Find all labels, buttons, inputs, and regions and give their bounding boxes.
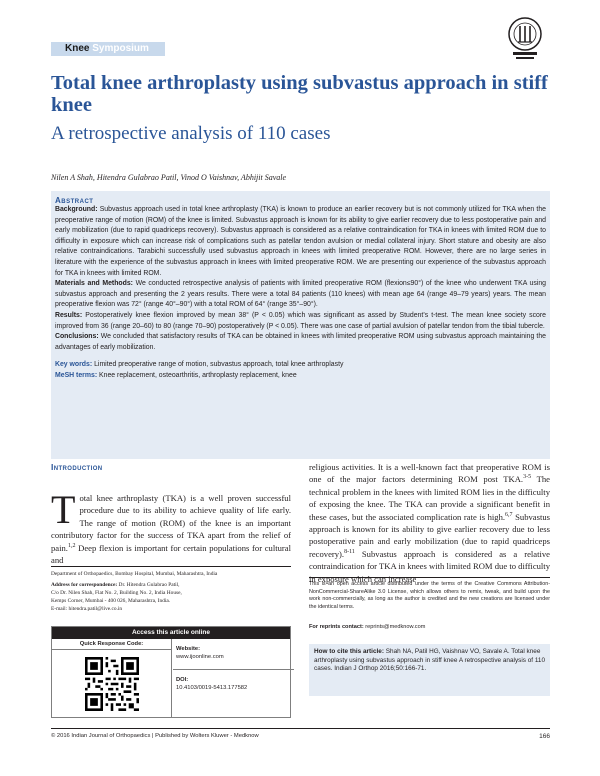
right-divider [309,577,550,578]
citation-sup: 8-11 [344,548,355,555]
abstract-heading: Abstract [55,196,94,205]
conclusions-text: We concluded that satisfactory results of TKA can be obtained in knees with limited preoperative ROM using subvastus approach maintaining the advantages of early mobilization. [55,333,546,351]
access-online-box [51,626,291,718]
correspondence-email: E-mail: hitendra.patil@live.co.in [51,606,123,612]
abstract-conclusions [55,332,546,353]
mesh-label: MeSH terms: [55,372,98,380]
correspondence-line2: C/o Dr. Nilen Shah, Flat No. 2, Building No. 2, India House, [51,590,182,596]
page-footer [51,733,550,739]
right-paragraph [309,461,550,585]
department: Department of Orthopaedics, Bombay Hospital, Mumbai, Maharashtra, India [51,571,218,577]
mesh-line [55,370,546,381]
article-title: Total knee arthroplasty using subvastus approach in stiff knee [51,72,548,116]
qr-panel [52,639,172,718]
keywords-text: Limited preoperative range of motion, subvastus approach, total knee arthroplasty [94,361,344,369]
cite-label: How to cite this article: [314,648,384,655]
background-text: Subvastus approach used in total knee arthroplasty (TKA) is known to produce an earlier recovery but is not commonly utilized for TKA when the preoperative range of motion (ROM) of the knee is limited. Subvastus approach is known for its ability to give earlier recovery due to less postoperative pain and early mobilization (due to rapid quadriceps recovery). Subvastus approach is considered as a relative contraindication for TKA in knees with limited ROM due to difficulty in exposure which can increase risk of complications such as patellar tendon avulsion or medial collateral injury. Short stature and obesity are also relative contraindications. Tarabichi successfully used subvastus approach in knees with limited preoperative ROM. However, there are no large series in literature with the experience of the subvastus approach in knees with limited preoperative ROM. We are presenting our experience of the subvastus approach for TKA in knees with limited ROM. [55,206,547,277]
abstract-results [55,311,546,332]
correspondence [51,581,291,589]
conclusions-label: Conclusions: [55,333,99,341]
section-tag [51,42,165,56]
keywords-line [55,359,546,370]
qr-label: Quick Response Code: [52,639,171,650]
right-column [309,461,550,585]
dropcap: T [51,487,76,532]
correspondence-name: Dr. Hitendra Gulabrao Patil, [118,582,180,588]
reprints-email[interactable]: reprints@medknow.com [365,624,426,630]
doi-label: DOI: [176,677,189,683]
abstract-background [55,205,546,279]
license-text: This is an open access article distributed under the terms of the Creative Commons Attribution-NonCommercial-ShareAlike 3.0 License, which allows others to remix, tweak, and build upon the work non-commercially, as long as the author is credited and the new creations are licensed under the identical terms. [309,581,550,610]
abstract-methods [55,279,546,311]
qr-code-icon[interactable] [85,657,139,711]
page-number: 166 [539,733,550,740]
section-tag-word2: Symposium [92,43,149,54]
access-heading: Access this article online [52,627,290,639]
footer-divider [51,728,550,729]
abstract-box [51,191,550,459]
mesh-text: Knee replacement, osteoarthritis, arthroplasty replacement, knee [99,372,297,380]
abstract-body [55,205,546,353]
website-panel [173,639,291,718]
left-column [51,462,291,566]
reprints-line [309,624,425,630]
cite-text: Shah NA, Patil HG, Vaishnav VO, Savale A. Total knee arthroplasty using subvastus approach in stiff knee A retrospective analysis of 110 cases. Indian J Orthop 2016;50:166-71. [314,648,546,673]
doi-link[interactable]: 10.4103/0019-5413.177582 [176,685,248,691]
intro-para1: otal knee arthroplasty (TKA) is a well proven successful procedure due to its ability to achieve quality of life early. The range of motion (ROM) of the knee is an important contributory factor for the success of TKA apart from the relief of pain. [51,493,291,553]
website-link[interactable]: www.ijoonline.com [176,654,224,660]
reprints-label: For reprints contact: [309,624,364,630]
authors: Nilen A Shah, Hitendra Gulabrao Patil, Vinod O Vaishnav, Abhijit Savale [51,173,287,182]
citation-sup: 6,7 [505,511,513,518]
section-tag-word1: Knee [65,43,90,54]
affiliation-block [51,570,291,613]
results-text: Postoperatively knee flexion improved by mean 38° (P < 0.05) which was significant as assed by Student’s t-test. The mean knee society score improved from 36 (range 20–60) to 80 (range 70–90) postoperatively (P < 0.05). There was one case of partial avulsion of patellar tendon from the tibial tubercle. [55,311,546,330]
citation-sup: 3-5 [523,474,532,481]
introduction-heading: Introduction [51,462,103,472]
left-divider [51,566,291,567]
right-text-b: The technical problem in the knees with limited ROM lies in the difficulty of exposing the knee. The TKA can provide a significant benefit in these cases, but the associated complication rate is high. [309,474,551,522]
website-label: Website: [176,646,201,652]
right-text-c: Subvastus approach is known for its ability to give earlier recovery due to less postoperative pain and early mobilization (due to rapid quadriceps recovery). [309,511,550,559]
keywords-label: Key words: [55,361,93,369]
right-text-d: Subvastus approach is considered as a relative contraindication for TKA in knees with limited ROM due to difficulty in exposure which can increase [309,548,550,584]
citation-sup: 1,2 [67,542,76,549]
background-label: Background: [55,206,98,213]
results-label: Results: [55,311,83,319]
journal-logo-icon [507,16,543,64]
footer-copyright: © 2016 Indian Journal of Orthopaedics | Published by Wolters Kluwer - Medknow [51,733,259,739]
introduction-paragraph [51,487,291,566]
access-separator [173,669,294,670]
right-text-a: religious activities. It is a well-known fact that preoperative ROM is one of the major factors determining ROM post TKA. [309,462,550,485]
correspondence-line3: Kemps Corner, Mumbai - 400 026, Maharashtra, India. [51,598,171,604]
article-subtitle: A retrospective analysis of 110 cases [51,123,331,144]
methods-text: We conducted retrospective analysis of patients with limited preoperative ROM (flexion≤90°) of the knee who underwent TKA using subvastus approach and presenting the 2 years results. There were a total 84 patients (110 knees) with mean age 64 (range 49–79 years) years. The mean preoperative flexion was 72° (range 40°–90°) with a total ROM of 64° (range 35°–90°). [55,280,546,309]
methods-label: Materials and Methods: [55,280,133,288]
intro-para1-end: Deep flexion is important for certain populations for cultural and [51,542,291,566]
correspondence-label: Address for correspondence: [51,582,118,588]
cite-box [309,644,550,696]
